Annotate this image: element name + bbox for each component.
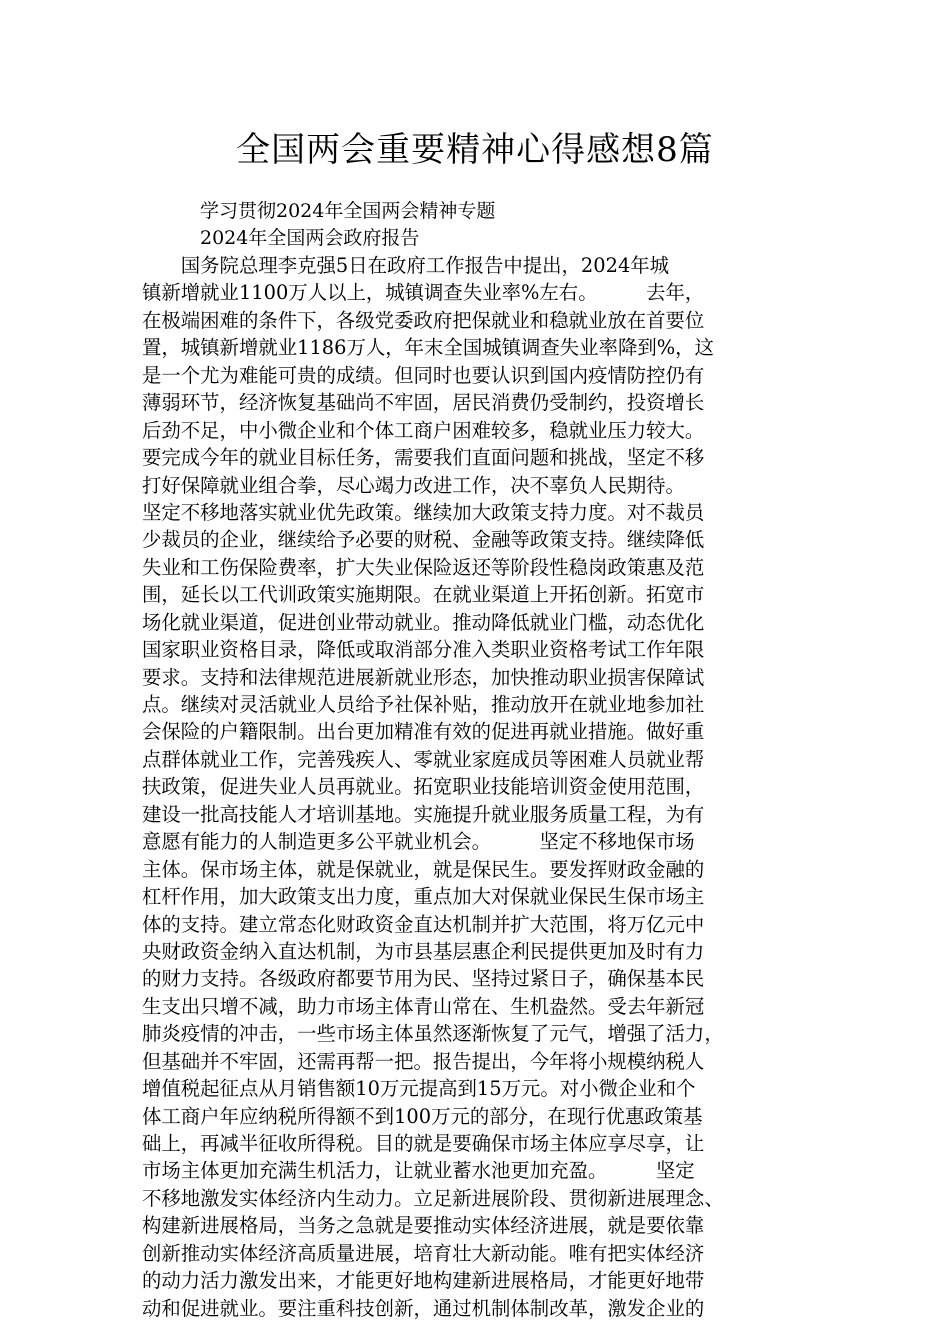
body-line: 点。继续对灵活就业人员给予社保补贴，推动放开在就业地参加社 bbox=[142, 693, 705, 716]
body-line: 不移地激发实体经济内生动力。立足新进展阶段、贯彻新进展理念、 bbox=[142, 1186, 724, 1210]
body-line: 会保险的户籍限制。出台更加精准有效的促进再就业措施。做好重 bbox=[142, 720, 705, 744]
body-line: 创新推动实体经济高质量进展，培育壮大新动能。唯有把实体经济 bbox=[142, 1241, 705, 1265]
document-title: 全国两会重要精神心得感想8篇 bbox=[236, 130, 714, 170]
body-line: 的财力支持。各级政府都要节用为民、坚持过紧日子，确保基本民 bbox=[142, 967, 705, 991]
body-line: 坚定不移地落实就业优先政策。继续加大政策支持力度。对不裁员 bbox=[142, 500, 705, 524]
body-line: 扶政策，促进失业人员再就业。拓宽职业技能培训资金使用范围， bbox=[142, 775, 705, 799]
body-line: 体的支持。建立常态化财政资金直达机制并扩大范围，将万亿元中 bbox=[142, 912, 705, 936]
body-line: 国家职业资格目录，降低或取消部分准入类职业资格考试工作年限 bbox=[142, 638, 705, 662]
body-line: 杠杆作用，加大政策支出力度，重点加大对保就业保民生保市场主 bbox=[142, 885, 705, 909]
body-line: 建设一批高技能人才培训基地。实施提升就业服务质量工程，为有 bbox=[142, 802, 705, 826]
body-line: 后劲不足，中小微企业和个体工商户困难较多，稳就业压力较大。 bbox=[142, 418, 705, 442]
body-line: 是一个尤为难能可贵的成绩。但同时也要认识到国内疫情防控仍有 bbox=[142, 363, 705, 387]
body-line: 点群体就业工作，完善残疾人、零就业家庭成员等困难人员就业帮 bbox=[142, 747, 705, 771]
body-line: 市场主体更加充满生机活力，让就业蓄水池更加充盈。 坚定 bbox=[142, 1159, 695, 1183]
document-subtitle-topic: 学习贯彻2024年全国两会精神专题 bbox=[200, 200, 496, 222]
body-line: 础上，再减半征收所得税。目的就是要确保市场主体应享尽享，让 bbox=[142, 1132, 705, 1155]
document-body bbox=[142, 252, 822, 1322]
body-line: 主体。保市场主体，就是保就业，就是保民生。要发挥财政金融的 bbox=[142, 857, 705, 881]
body-line: 生支出只增不减，助力市场主体青山常在、生机盎然。受去年新冠 bbox=[142, 994, 705, 1018]
body-line: 要求。支持和法律规范进展新就业形态，加快推动职业损害保障试 bbox=[142, 665, 705, 689]
body-line: 要完成今年的就业目标任务，需要我们直面问题和挑战，坚定不移 bbox=[142, 446, 705, 470]
body-line: 构建新进展格局，当务之急就是要推动实体经济进展，就是要依靠 bbox=[142, 1214, 705, 1238]
body-line: 意愿有能力的人制造更多公平就业机会。 坚定不移地保市场 bbox=[142, 830, 695, 854]
body-line: 在极端困难的条件下，各级党委政府把保就业和稳就业放在首要位 bbox=[142, 308, 705, 332]
document-subtitle-report: 2024年全国两会政府报告 bbox=[200, 227, 420, 249]
body-line: 增值税起征点从月销售额10万元提高到15万元。对小微企业和个 bbox=[142, 1077, 696, 1101]
body-line: 国务院总理李克强5日在政府工作报告中提出，2024年城 bbox=[142, 254, 670, 277]
body-line: 但基础并不牢固，还需再帮一把。报告提出，今年将小规模纳税人 bbox=[142, 1049, 705, 1073]
body-line: 肺炎疫情的冲击，一些市场主体虽然逐渐恢复了元气，增强了活力， bbox=[142, 1022, 724, 1046]
body-line: 打好保障就业组合拳，尽心竭力改进工作，决不辜负人民期待。 bbox=[142, 473, 685, 497]
body-line: 围，延长以工代训政策实施期限。在就业渠道上开拓创新。拓宽市 bbox=[142, 583, 705, 607]
body-line: 动和促进就业。要注重科技创新，通过机制体制改革，激发企业的 bbox=[142, 1296, 705, 1320]
body-line: 体工商户年应纳税所得额不到100万元的部分，在现行优惠政策基 bbox=[142, 1104, 703, 1128]
body-line: 失业和工伤保险费率，扩大失业保险返还等阶段性稳岗政策惠及范 bbox=[142, 555, 705, 579]
body-line: 薄弱环节，经济恢复基础尚不牢固，居民消费仍受制约，投资增长 bbox=[142, 391, 705, 415]
body-line: 少裁员的企业，继续给予必要的财税、金融等政策支持。继续降低 bbox=[142, 528, 705, 552]
body-line: 央财政资金纳入直达机制，为市县基层惠企利民提供更加及时有力 bbox=[142, 939, 705, 963]
body-line: 场化就业渠道，促进创业带动就业。推动降低就业门槛，动态优化 bbox=[142, 610, 705, 634]
body-line: 置，城镇新增就业1186万人，年末全国城镇调查失业率降到%，这 bbox=[142, 336, 714, 360]
body-line: 镇新增就业1100万人以上，城镇调查失业率%左右。 去年， bbox=[142, 281, 705, 305]
body-line: 的动力活力激发出来，才能更好地构建新进展格局，才能更好地带 bbox=[142, 1269, 705, 1293]
